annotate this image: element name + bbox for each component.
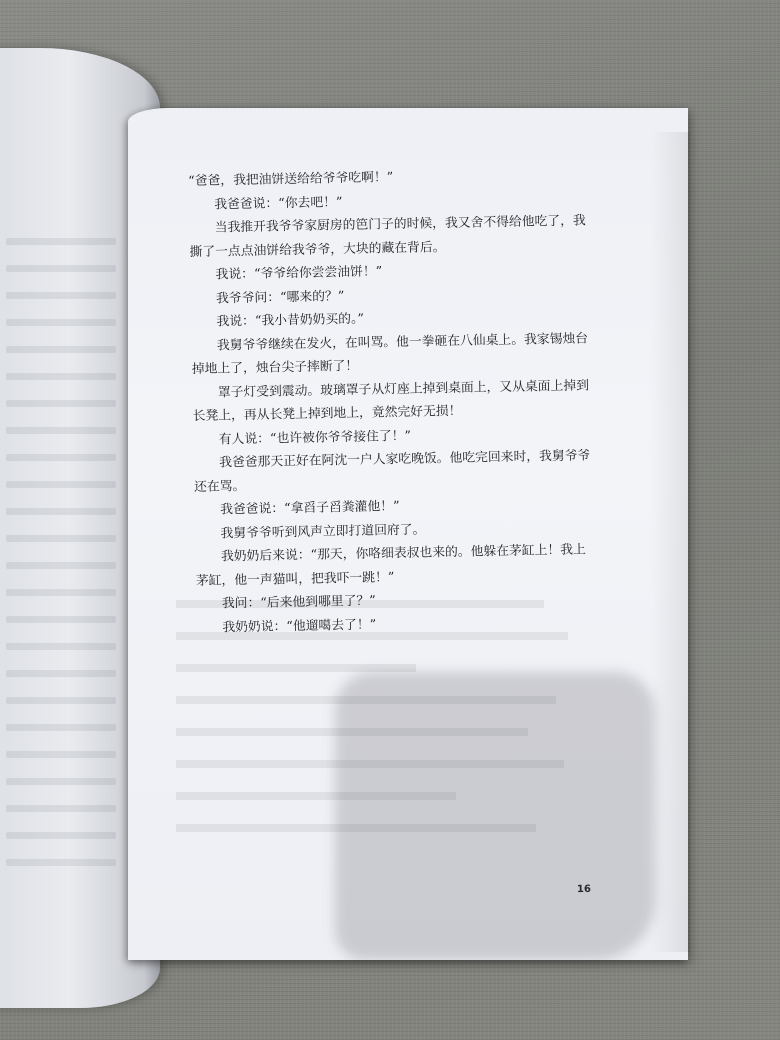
paragraph: “爸爸，我把油饼送给给爷爷吃啊！” <box>188 170 394 189</box>
paragraph: 我舅爷爷听到风声立即打道回府了。 <box>220 522 426 541</box>
paragraph: 罩子灯受到震动。玻璃罩子从灯座上掉到桌面上，又从桌面上掉到长凳上，再从长凳上掉到地上，竟然完好无损！ <box>192 377 590 424</box>
paragraph: 我问：“后来他到哪里了？” <box>221 593 376 612</box>
paragraph: 我奶奶说：“他遛噶去了！” <box>222 616 377 635</box>
paragraph: 我爸爸那天正好在阿沈一户人家吃晚饭。他吃完回来时，我舅爷爷还在骂。 <box>193 448 591 495</box>
page-number: 16 <box>576 883 592 896</box>
paragraph: 当我推开我爷爷家厨房的笆门子的时候，我又舍不得给他吃了，我撕了一点点油饼给我爷爷，大块的藏在背后。 <box>189 213 586 260</box>
paragraph: 我说：“我小昔奶奶买的。” <box>216 311 365 330</box>
paragraph: 我爷爷问：“哪来的？” <box>215 288 345 306</box>
paragraph: 我爸爸说：“你去吧！” <box>214 194 343 213</box>
left-page-faint-text <box>6 238 116 886</box>
paragraph: 我爸爸说：“拿舀子舀粪灌他！” <box>219 499 400 518</box>
hand-shadow <box>335 672 655 960</box>
paragraph: 我说：“爷爷给你尝尝油饼！” <box>215 264 383 283</box>
paragraph: 我奶奶后来说：“那天，你咯细表叔也来的。他躲在茅缸上！我上茅缸，他一声猫叫，把我吓一跳！” <box>195 542 586 589</box>
page-body-text <box>188 162 597 640</box>
paragraph: 我舅爷爷继续在发火，在叫骂。他一拳砸在八仙桌上。我家锡烛台掉地上了，烛台尖子摔断了！ <box>191 330 589 377</box>
paragraph: 有人说：“也许被你爷爷接住了！” <box>218 428 412 447</box>
